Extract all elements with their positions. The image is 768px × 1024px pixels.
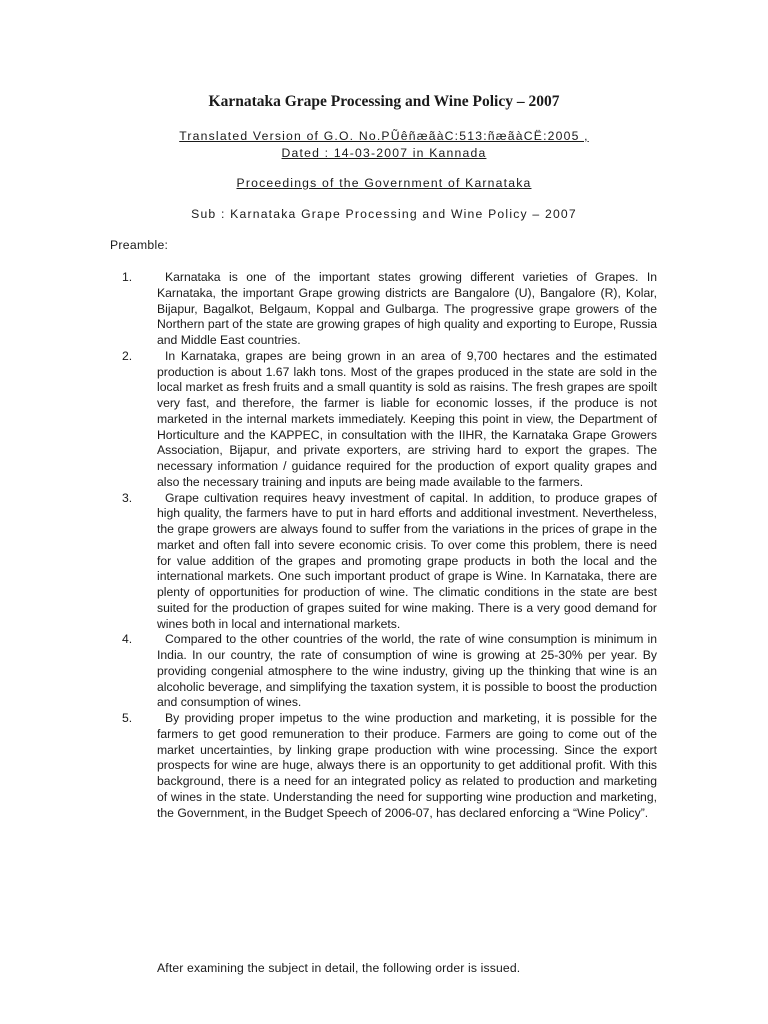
- translated-version-line-2: Dated : 14-03-2007 in Kannada: [281, 146, 487, 160]
- list-item-number: 1.: [122, 270, 133, 284]
- list-item-text: Compared to the other countries of the world, the rate of wine consumption is minimum in India. In our country, the rate of consumption of wine is growing at 25-30% per year. By providing congenial atmosphere to the wine industry, giving up the thinking that wine is an alcoholic beverage, and simplifying the taxation system, it is possible to boost the production and consumption of wines.: [157, 632, 657, 710]
- proceedings-heading: Proceedings of the Government of Karnataka: [236, 176, 532, 190]
- list-item-text: In Karnataka, grapes are being grown in an area of 9,700 hectares and the estimated production is about 1.67 lakh tons. Most of the grapes produced in the state are sold in the local market as fresh fruits and a small quantity is sold as raisins. The fresh grapes are spoilt very fast, and therefore, the farmer is liable for economic losses, if the produce is not marketed in the internal markets immediately. Keeping this point in view, the Department of Horticulture and the KAPPEC, in consultation with the IIHR, the Karnataka Grape Growers Association, Bijapur, and private exporters, are striving hard to export the grapes. The necessary information / guidance required for the production of export quality grapes and also the necessary training and inputs are being made available to the farmers.: [157, 348, 657, 489]
- list-item-number: 2.: [122, 348, 133, 363]
- list-item-number: 5.: [122, 711, 133, 725]
- list-item-number: 3.: [122, 490, 133, 505]
- list-item-number: 4.: [122, 632, 133, 647]
- list-item-text: Karnataka is one of the important states growing different varieties of Grapes. In Karnataka, the important Grape growing districts are Bangalore (U), Bangalore (R), Kolar, Bijapur, Bagalkot, Belgaum, Koppal and Gulbarga. The progressive grape growers of the Northern part of the state are growing grapes of high quality and exporting to Europe, Russia and Middle East countries.: [157, 270, 657, 347]
- list-item: [0, 349, 768, 491]
- translated-version-line-1: Translated Version of G.O. No.PŨêñæãàC:513:ñæãàCË:2005 ,: [179, 129, 589, 143]
- translated-version-note: [0, 128, 768, 162]
- document-title: Karnataka Grape Processing and Wine Policy – 2007: [208, 93, 560, 110]
- closing-statement: After examining the subject in detail, the following order is issued.: [157, 961, 521, 975]
- list-item: [0, 632, 768, 711]
- subject-line: Sub : Karnataka Grape Processing and Wine Policy – 2007: [191, 207, 577, 221]
- list-item: [0, 711, 768, 821]
- list-item: [0, 491, 768, 633]
- list-item: [0, 270, 768, 349]
- list-item-text: Grape cultivation requires heavy investment of capital. In addition, to produce grapes of high quality, the farmers have to put in hard efforts and additional investment. Nevertheless, the grape growers are always found to suffer from the variations in the prices of grape in the market and often fall into severe economic crisis. To over come this problem, there is need for value addition of the grapes and promoting grape products in both the local and the international markets. One such important product of grape is Wine. In Karnataka, there are plenty of opportunities for production of wine. The climatic conditions in the state are best suited for the production of grapes suited for wine making. There is a very good demand for wines both in local and international markets.: [157, 490, 657, 631]
- list-item-text: By providing proper impetus to the wine production and marketing, it is possible for the farmers to get good remuneration to their produce. Farmers are going to come out of the market uncertainties, by linking grape production with wine processing. Since the export prospects for wine are huge, always there is an opportunity to get additional profit. With this background, there is a need for an integrated policy as related to production and marketing of wines in the state. Understanding the need for supporting wine production and marketing, the Government, in the Budget Speech of 2006-07, has declared enforcing a “Wine Policy”.: [157, 711, 657, 820]
- preamble-label: Preamble:: [110, 238, 169, 252]
- preamble-list: [0, 270, 768, 821]
